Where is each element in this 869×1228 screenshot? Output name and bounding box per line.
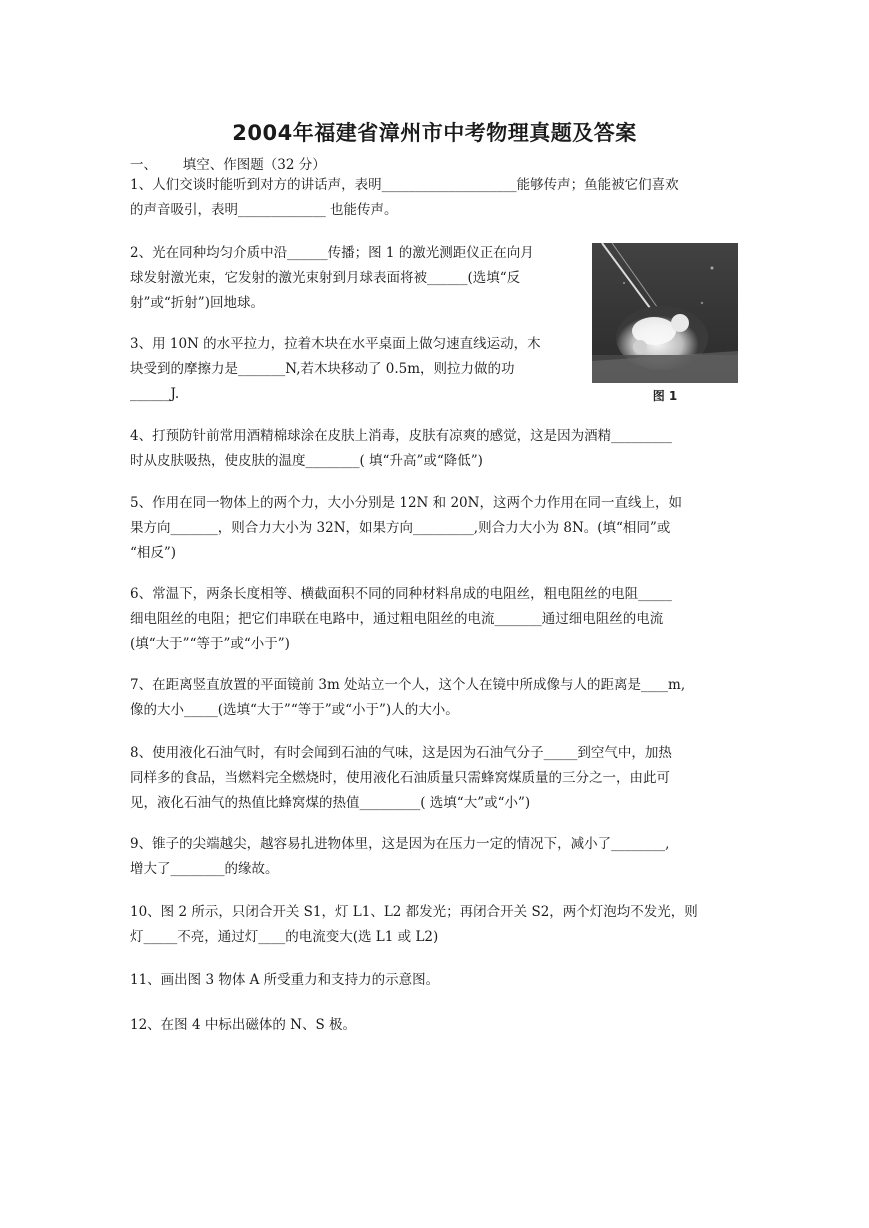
question-2 (130, 241, 534, 316)
question-line: 9、锥子的尖端越尖，越容易扎进物体里，这是因为在压力一定的情况下，减小了________, (130, 836, 670, 852)
question-line: 灯_____不亮，通过灯____的电流变大(选 L1 或 L2) (130, 929, 439, 945)
figure-1 (592, 243, 738, 405)
question-line: 的声音吸引，表明_____________ 也能传声。 (130, 202, 398, 218)
question-12 (130, 1013, 356, 1038)
question-line: (填“大于”“等于”或“小于”) (130, 636, 290, 652)
question-4 (130, 424, 672, 474)
question-line: 2、光在同种均匀介质中沿______传播；图 1 的激光测距仪正在向月 (130, 245, 534, 261)
question-1 (130, 173, 679, 223)
question-10 (130, 900, 698, 950)
question-line: 球发射激光束，它发射的激光束射到月球表面将被______(选填“反 (130, 270, 521, 286)
question-11 (130, 968, 439, 993)
question-9 (130, 832, 669, 882)
question-line: 增大了________的缘故。 (130, 861, 279, 877)
question-line: 12、在图 4 中标出磁体的 N、S 极。 (130, 1017, 356, 1033)
question-line: 4、打预防针前常用酒精棉球涂在皮肤上消毒，皮肤有凉爽的感觉，这是因为酒精_________ (130, 428, 672, 444)
question-8 (130, 741, 672, 816)
question-line: 同样多的食品，当燃料完全燃烧时，使用液化石油质量只需蜂窝煤质量的三分之一，由此可 (130, 770, 670, 786)
question-line: 见，液化石油气的热值比蜂窝煤的热值_________( 选填“大”或“小”) (130, 795, 531, 811)
question-line: ______J. (130, 386, 180, 402)
question-7 (130, 673, 685, 723)
question-5 (130, 491, 682, 566)
question-line: 像的大小_____(选填“大于”“等于”或“小于”)人的大小。 (130, 702, 459, 718)
question-line: 时从皮肤吸热，使皮肤的温度________( 填“升高”或“降低”) (130, 453, 483, 469)
question-line: 射”或“折射”)回地球。 (130, 295, 264, 311)
section-heading (130, 153, 326, 173)
question-line: 6、常温下，两条长度相等、横截面积不同的同种材料帛成的电阻丝，粗电阻丝的电阻_____ (130, 586, 672, 602)
page-title: 2004年福建省漳州市中考物理真题及答案 (232, 121, 637, 145)
laser-rangefinder-photo (592, 243, 738, 383)
question-line: 块受到的摩擦力是_______N,若木块移动了 0.5m，则拉力做的功 (130, 361, 515, 377)
section-number: 一、 (130, 157, 157, 173)
question-line: 10、图 2 所示，只闭合开关 S1，灯 L1、L2 都发光；再闭合开关 S2，两个灯泡均不发光，则 (130, 904, 698, 920)
question-line: 1、人们交谈时能听到对方的讲话声，表明____________________能够传声；鱼能被它们喜欢 (130, 177, 679, 193)
question-line: 5、作用在同一物体上的两个力，大小分别是 12N 和 20N，这两个力作用在同一直线上，如 (130, 495, 682, 511)
question-3 (130, 332, 541, 407)
question-line: 果方向_______，则合力大小为 32N，如果方向_________,则合力大小为 8N。(填“相同”或 (130, 520, 671, 536)
question-line: 7、在距离竖直放置的平面镜前 3m 处站立一个人，这个人在镜中所成像与人的距离是____m, (130, 677, 686, 693)
figure-1-caption: 图 1 (652, 389, 678, 403)
question-line: “相反”) (130, 545, 177, 561)
question-line: 8、使用液化石油气时，有时会闻到石油的气味，这是因为石油气分子_____到空气中，加热 (130, 745, 672, 761)
question-6 (130, 582, 672, 657)
section-title: 填空、作图题（32 分） (182, 157, 326, 173)
question-line: 3、用 10N 的水平拉力，拉着木块在水平桌面上做匀速直线运动，木 (130, 336, 541, 352)
question-line: 细电阻丝的电阻；把它们串联在电路中，通过粗电阻丝的电流_______通过细电阻丝的电流 (130, 611, 664, 627)
question-line: 11、画出图 3 物体 A 所受重力和支持力的示意图。 (130, 972, 440, 988)
